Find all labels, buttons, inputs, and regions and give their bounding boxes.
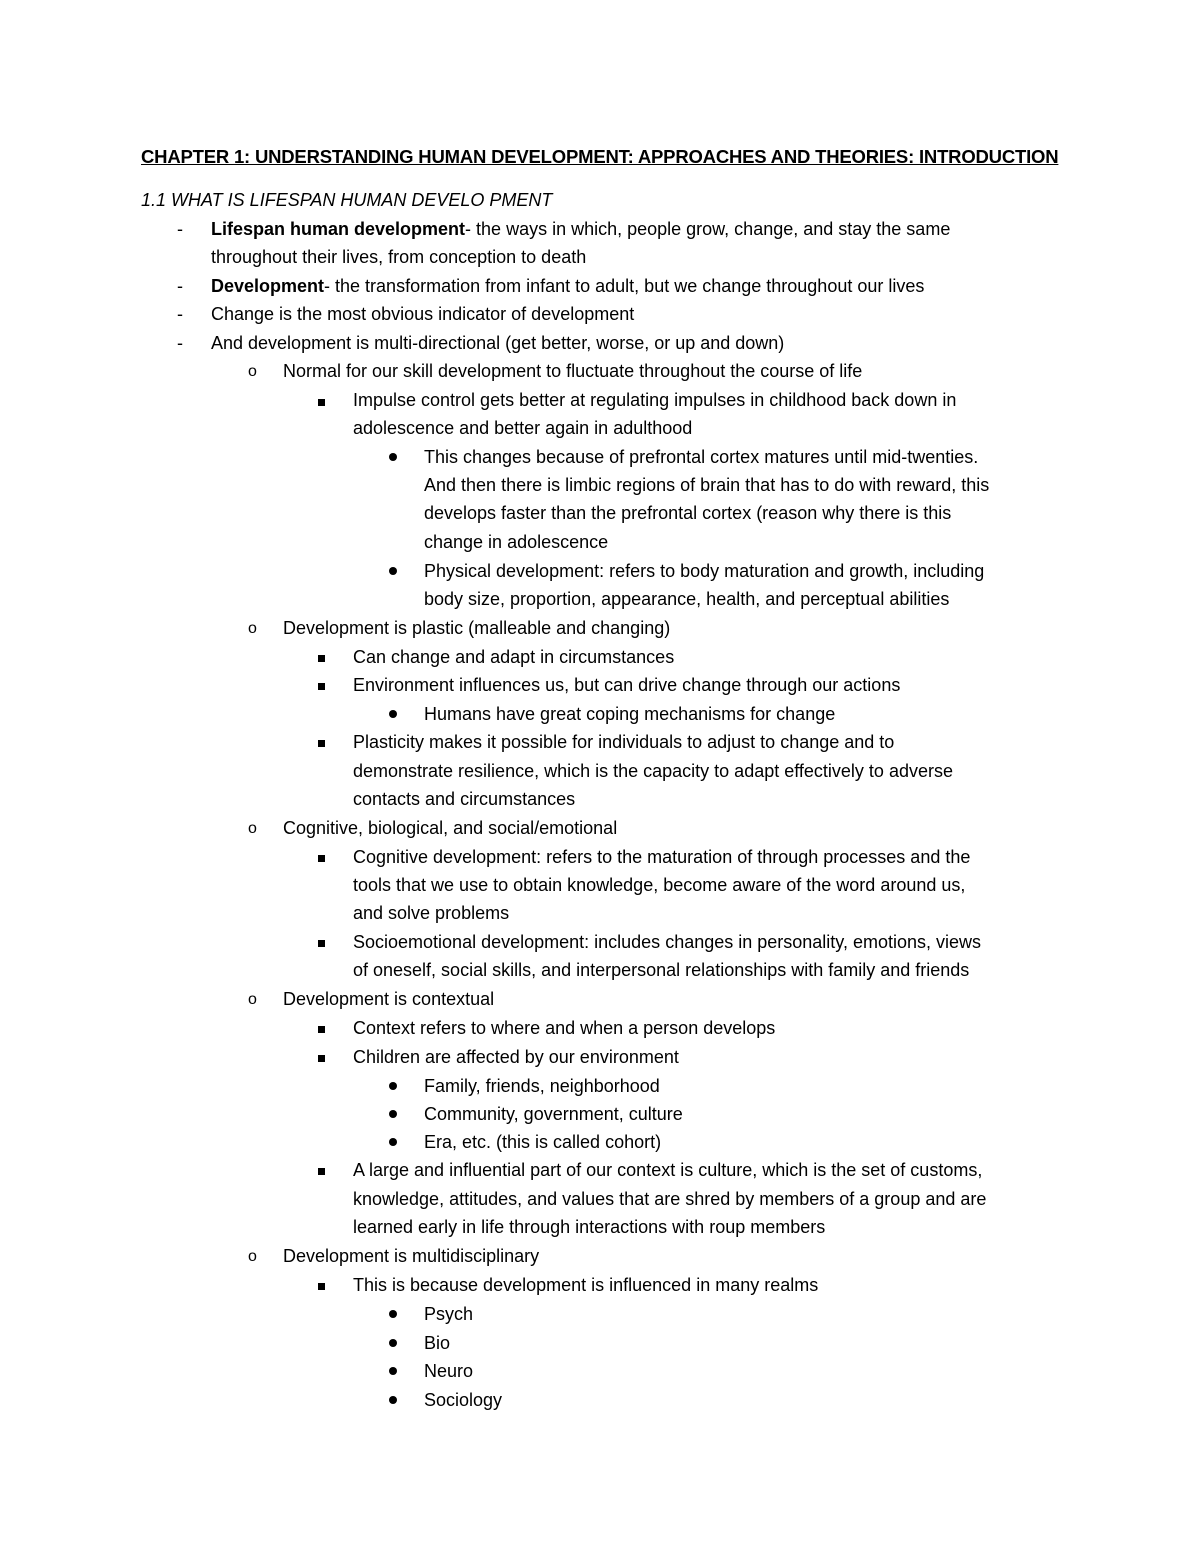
list-item-prefrontal: This changes because of prefrontal cortex matures until mid-twenties. — [424, 447, 979, 467]
square-bullet-icon — [318, 1283, 325, 1290]
list-item-family: Family, friends, neighborhood — [424, 1076, 660, 1096]
list-item-continuation: contacts and circumstances — [353, 789, 576, 809]
list-item-plasticity: Plasticity makes it possible for individuals to adjust to change and to — [353, 732, 895, 752]
square-bullet — [318, 1055, 325, 1062]
square-bullet-icon — [318, 1026, 325, 1033]
dot-bullet-icon — [389, 1396, 397, 1404]
list-item-cognitive-bio: Cognitive, biological, and social/emotional — [283, 818, 618, 838]
square-bullet-icon — [318, 399, 325, 406]
dot-bullet — [389, 567, 397, 575]
square-bullet — [318, 1168, 325, 1175]
square-bullet — [318, 740, 325, 747]
list-item-realms: This is because development is influenced in many realms — [353, 1275, 819, 1295]
dot-bullet-icon — [389, 453, 397, 461]
square-bullet-icon — [318, 855, 325, 862]
square-bullet — [318, 940, 325, 947]
dot-bullet-icon — [389, 567, 397, 575]
list-item-continuation: demonstrate resilience, which is the capacity to adapt effectively to adverse — [353, 761, 953, 781]
square-bullet — [318, 1026, 325, 1033]
square-bullet — [318, 399, 325, 406]
square-bullet-icon — [318, 940, 325, 947]
list-item-impulse: Impulse control gets better at regulating impulses in childhood back down in — [353, 390, 957, 410]
list-item-multidisciplinary: Development is multidisciplinary — [283, 1246, 540, 1266]
dot-bullet — [389, 1396, 397, 1404]
term-development: Development — [211, 276, 325, 296]
list-item-neuro: Neuro — [424, 1361, 474, 1381]
square-bullet — [318, 1283, 325, 1290]
list-item-era: Era, etc. (this is called cohort) — [424, 1132, 662, 1152]
square-bullet — [318, 855, 325, 862]
square-bullet-icon — [318, 655, 325, 662]
list-item-environment: Environment influences us, but can drive change through our actions — [353, 675, 901, 695]
dot-bullet — [389, 1339, 397, 1347]
dot-bullet — [389, 1110, 397, 1118]
list-item-bio: Bio — [424, 1333, 451, 1353]
dot-bullet — [389, 1138, 397, 1146]
list-item-sociology: Sociology — [424, 1390, 503, 1410]
list-item-community: Community, government, culture — [424, 1104, 683, 1124]
dot-bullet-icon — [389, 1367, 397, 1375]
list-item-socioemotional: Socioemotional development: includes changes in personality, emotions, views — [353, 932, 982, 952]
square-bullet — [318, 655, 325, 662]
dot-bullet-icon — [389, 710, 397, 718]
circle-bullet: o — [248, 363, 257, 380]
square-bullet-icon — [318, 740, 325, 747]
list-item-continuation: adolescence and better again in adulthood — [353, 418, 693, 438]
square-bullet-icon — [318, 683, 325, 690]
list-item-continuation: and solve problems — [353, 903, 510, 923]
list-item-continuation: And then there is limbic regions of brain that has to do with reward, this — [424, 475, 990, 495]
list-item-development — [211, 274, 924, 298]
list-item-continuation: tools that we use to obtain knowledge, become aware of the word around us, — [353, 875, 966, 895]
dot-bullet-icon — [389, 1110, 397, 1118]
chapter-title: CHAPTER 1: UNDERSTANDING HUMAN DEVELOPMENT: APPROACHES AND THEORIES: INTRODUCTION — [141, 146, 1059, 167]
term-lifespan: Lifespan human development — [211, 219, 466, 239]
dash-bullet: - — [177, 333, 183, 353]
dot-bullet-icon — [389, 1082, 397, 1090]
dot-bullet-icon — [389, 1310, 397, 1318]
list-item-change: Change is the most obvious indicator of development — [211, 304, 635, 324]
list-item-physical: Physical development: refers to body maturation and growth, including — [424, 561, 985, 581]
dot-bullet — [389, 453, 397, 461]
circle-bullet: o — [248, 620, 257, 637]
list-item-multidirectional: And development is multi-directional (get better, worse, or up and down) — [211, 333, 785, 353]
dot-bullet — [389, 1367, 397, 1375]
list-item-continuation: throughout their lives, from conception to death — [211, 247, 587, 267]
list-item-continuation: of oneself, social skills, and interpersonal relationships with family and friends — [353, 960, 970, 980]
dot-bullet — [389, 710, 397, 718]
square-bullet-icon — [318, 1055, 325, 1062]
list-item-lifespan — [211, 217, 950, 241]
list-item-continuation: knowledge, attitudes, and values that are shred by members of a group and are — [353, 1189, 987, 1209]
list-item-contextual: Development is contextual — [283, 989, 495, 1009]
dot-bullet — [389, 1310, 397, 1318]
dot-bullet — [389, 1082, 397, 1090]
list-item-context-refers: Context refers to where and when a person develops — [353, 1018, 776, 1038]
list-item-continuation: change in adolescence — [424, 532, 609, 552]
list-item-continuation: develops faster than the prefrontal cortex (reason why there is this — [424, 503, 952, 523]
section-heading: 1.1 WHAT IS LIFESPAN HUMAN DEVELO PMENT — [141, 190, 553, 210]
dash-bullet: - — [177, 304, 183, 324]
definition-development: - the transformation from infant to adult, but we change throughout our lives — [324, 276, 925, 296]
list-item-culture: A large and influential part of our context is culture, which is the set of customs, — [353, 1160, 983, 1180]
circle-bullet: o — [248, 991, 257, 1008]
dash-bullet: - — [177, 276, 183, 296]
list-item-psych: Psych — [424, 1304, 474, 1324]
square-bullet — [318, 683, 325, 690]
list-item-coping: Humans have great coping mechanisms for change — [424, 704, 836, 724]
list-item-plastic: Development is plastic (malleable and changing) — [283, 618, 671, 638]
dash-bullet: - — [177, 219, 183, 239]
list-item-continuation: body size, proportion, appearance, health, and perceptual abilities — [424, 589, 950, 609]
definition-lifespan: - the ways in which, people grow, change, and stay the same — [465, 219, 951, 239]
list-item-children-env: Children are affected by our environment — [353, 1047, 679, 1067]
dot-bullet-icon — [389, 1138, 397, 1146]
list-item-normal-fluctuate: Normal for our skill development to fluctuate throughout the course of life — [283, 361, 863, 381]
list-item-adapt: Can change and adapt in circumstances — [353, 647, 675, 667]
square-bullet-icon — [318, 1168, 325, 1175]
dot-bullet-icon — [389, 1339, 397, 1347]
list-item-cognitive: Cognitive development: refers to the maturation of through processes and the — [353, 847, 971, 867]
list-item-continuation: learned early in life through interactions with roup members — [353, 1217, 826, 1237]
circle-bullet: o — [248, 820, 257, 837]
circle-bullet: o — [248, 1248, 257, 1265]
